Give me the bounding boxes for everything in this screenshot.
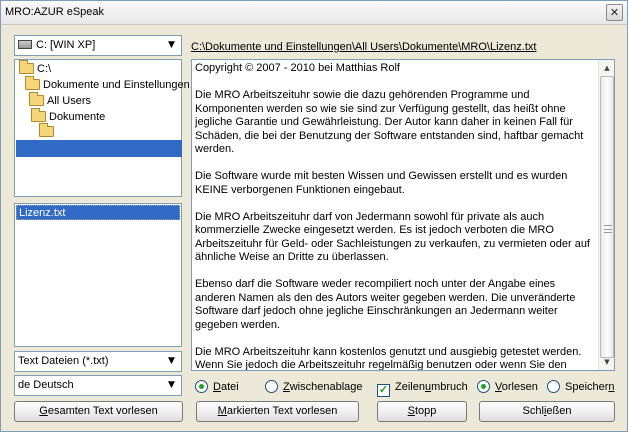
folder-open-icon [19,63,34,74]
drive-icon [18,40,32,49]
file-type-select[interactable] [14,351,182,372]
drive-select[interactable] [14,35,182,56]
window-title: MRO:AZUR eSpeak [5,6,105,18]
radio-datei[interactable]: Datei [195,379,239,395]
file-list[interactable] [14,203,182,347]
folder-open-icon [25,79,40,90]
drive-select-value: C: [WIN XP] [36,39,96,51]
file-path-label: C:\Dokumente und Einstellungen\All Users\Dokumente\MRO\Lizenz.txt [191,41,537,53]
radio-zwischenablage[interactable]: Zwischenablage [265,379,363,395]
radio-unchecked-icon [547,380,560,393]
chevron-down-icon[interactable]: ▼ [163,37,180,54]
radio-checked-icon [195,380,208,393]
chevron-down-icon[interactable]: ▼ [163,377,180,394]
folder-open-icon [39,126,54,137]
checkbox-zeilenumbruch[interactable]: ✓ Zeilenumbruch [378,381,468,396]
folder-open-icon [29,95,44,106]
radio-unchecked-icon [265,380,278,393]
file-item-lizenz[interactable]: Lizenz.txt [16,205,180,220]
title-bar [1,1,627,25]
text-paragraph: Die MRO Arbeitszeituhr darf von Jedermann sowohl für private als auch kommerzielle Zwecke eingesetzt werden. Es ist jedoch verboten die MRO Arbeitszeituhr für Geld- oder Sachleistungen zu verkaufen, zu vermieten oder auf ähnliche Weise an Dritte zu überlassen. [195,210,590,263]
tree-item-mro[interactable]: MRO [39,124,83,140]
text-viewer[interactable] [191,59,615,371]
text-paragraph: Die Software wurde mit besten Wissen und Gewissen erstellt und es wurden KEINE verborgenen Funktionen eingebaut. [195,170,568,196]
close-window-button[interactable]: ✕ [606,4,623,21]
folder-open-icon [31,111,46,122]
tree-selection-highlight [16,140,182,157]
text-paragraph: Ebenso darf die Software weder recompiliert noch unter der Angabe eines anderen Namen als den des Autors weiter gegeben werden. Die unveränderte Software darf jedoch ohne jegliche Einschränkungen an Jedermann weiter gegeben werden. [195,278,576,331]
stop-button[interactable]: Stopp [377,401,467,422]
scroll-thumb[interactable] [600,76,614,358]
text-paragraph: Die MRO Arbeitszeituhr sowie die dazu gehörenden Programme und Komponenten werden so wie sie sind zur Verfügung gestellt, das heißt ohne jegliche Garantie und Gewährleistung. Der Autor kann daher in keinen Fall für Schäden, die bei der Benutzung der Software entstanden sind, haftbar gemacht werden. [195,89,584,155]
tree-item-all-users[interactable]: All Users [29,93,91,109]
text-content[interactable] [195,62,597,371]
radio-speichern[interactable]: Speichern [547,379,615,395]
radio-vorlesen[interactable]: Vorlesen [477,379,538,395]
file-type-select-value: Text Dateien (*.txt) [18,355,109,367]
read-marked-button[interactable]: Markierten Text vorlesen [196,401,359,422]
close-button[interactable]: Schließen [479,401,615,422]
voice-select[interactable] [14,375,182,396]
checkmark-icon: ✓ [378,384,389,396]
folder-tree[interactable] [14,59,190,197]
radio-checked-icon [477,380,490,393]
text-paragraph: Die MRO Arbeitszeituhr kann kostenlos genutzt und ausgiebig getestet werden. Wenn Sie jedoch die Arbeitszeituhr regelmäßig benutzen oder wenn Sie den [195,345,582,371]
text-paragraph: Copyright © 2007 - 2010 bei Matthias Rolf [195,62,400,74]
voice-select-value: de Deutsch [18,379,74,391]
chevron-down-icon[interactable]: ▼ [163,353,180,370]
vertical-scrollbar[interactable] [598,60,614,370]
grip-icon [604,225,612,233]
scroll-up-icon[interactable]: ▲ [604,64,610,72]
tree-item-dokumente[interactable]: Dokumente [31,109,105,125]
tree-item-dokumente-und-einstellungen[interactable]: Dokumente und Einstellungen [25,77,190,93]
scroll-down-icon[interactable]: ▼ [604,358,610,366]
tree-item-c-drive[interactable]: C:\ [19,61,51,77]
read-all-button[interactable]: Gesamten Text vorlesen [14,401,183,422]
